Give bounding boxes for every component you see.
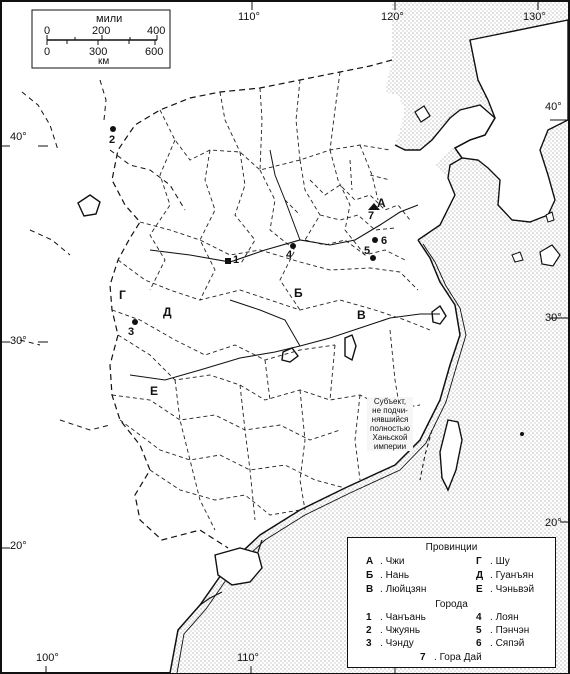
ryukyu-islet [520,432,524,436]
legend-city-6: 6 . Сяпэй [476,638,525,649]
legend-province-v: В . Люйцзян [366,584,427,595]
yangtze-river [130,314,440,380]
city-number-6: 6 [381,235,388,247]
legend-province-g: Г . Шу [476,556,510,567]
city-number-4: 4 [286,249,293,261]
commandery-boundaries [112,72,430,530]
legend-city-5: 5 . Пэнчэн [476,625,530,636]
legend-cities-title: Города [435,599,468,610]
province-letter-b: Б [294,286,303,300]
legend-provinces-title: Провинции [425,542,478,553]
lat-label-right-40: 40° [545,101,562,113]
scale-lower-tick-600: 600 [145,46,164,58]
city-marker-2 [110,126,116,132]
lake-poyang [345,335,356,360]
scale-lower-unit: км [98,56,110,67]
scale-upper-tick-0: 0 [44,25,51,37]
lat-label-left-30: 30° [10,335,27,347]
scale-lower-tick-300: 300 [89,46,108,58]
city-number-2: 2 [109,134,116,146]
lon-label-top-110: 110° [238,11,260,23]
province-letter-a: А [377,196,386,210]
scale-upper-tick-200: 200 [92,25,111,37]
scale-upper-unit: мили [96,13,123,25]
landmark-number-7: 7 [368,210,375,222]
independent-entity-note: Субъект, не подчи- нявшийся полностью Ханьской империи [367,397,413,451]
city-marker-3 [132,319,138,325]
lake-west [78,195,100,216]
legend-province-a: А . Чжи [366,556,405,567]
province-letter-d: Д [163,305,172,319]
nw-road [110,150,185,210]
lon-label-bottom-110: 110° [237,652,259,664]
city-marker-6 [372,237,378,243]
province-letter-e: Е [150,384,159,398]
lat-label-right-30: 30° [545,312,562,324]
legend-city-4: 4 . Лоян [476,612,519,623]
lon-label-bottom-100: 100° [36,652,59,664]
legend-province-e: Е . Чэньвэй [476,584,535,595]
lat-label-right-20: 20° [545,517,562,529]
province-letter-g: Г [119,288,126,302]
lat-label-left-20: 20° [10,540,27,552]
province-letter-v: В [357,308,366,322]
legend-city-3: 3 . Чэнду [366,638,414,649]
western-frontier-line [20,80,110,430]
empire-border [110,60,392,548]
legend-province-b: Б . Нань [366,570,410,581]
legend-city-1: 1 . Чанъань [366,612,426,623]
lake-taihu [432,306,446,324]
lat-label-left-40: 40° [10,131,27,143]
lon-label-top-130: 130° [523,11,546,23]
city-marker-5 [370,255,376,261]
scale-upper-tick-400: 400 [147,25,166,37]
city-number-3: 3 [128,326,135,338]
legend-city-2: 2 . Чжуянь [366,625,421,636]
lon-label-top-120: 120° [381,11,404,23]
city-marker-1 [225,258,231,264]
scale-lower-tick-0: 0 [44,46,51,58]
city-number-1: 1 [233,254,240,266]
yellow-river [150,205,418,262]
legend-province-d: Д . Гуанъян [476,570,534,581]
map-legend [347,537,556,668]
legend-landmark-7: 7 . Гора Дай [420,652,482,663]
city-number-5: 5 [364,245,371,257]
